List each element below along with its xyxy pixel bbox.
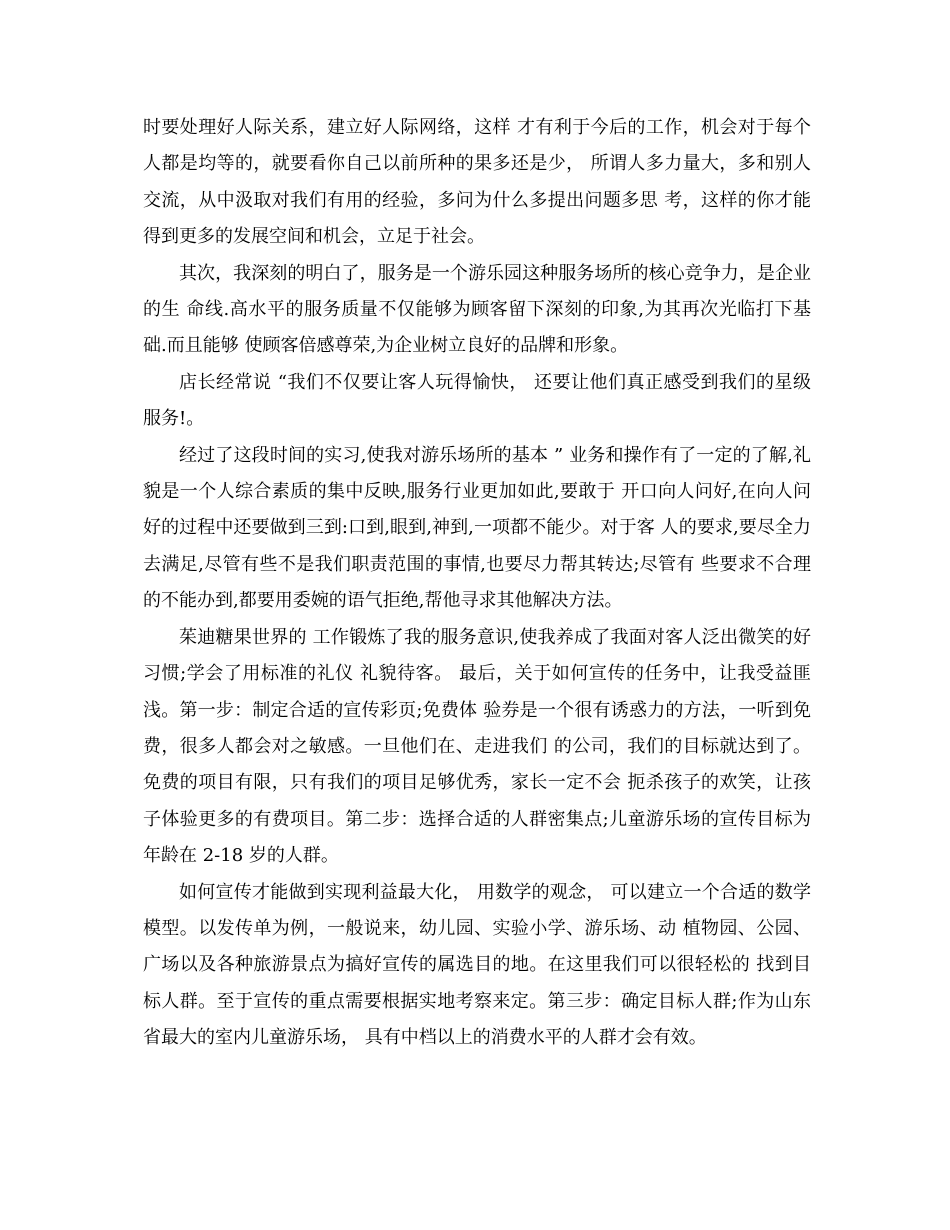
document-body <box>143 110 817 1057</box>
paragraph-continued: 时要处理好人际关系，建立好人际网络，这样 才有利于今后的工作，机会对于每个人都是均等的，就要看你自己以前所种的果多还是少， 所谓人多力量大，多和别人交流，从中汲取对我们有用的经验，多问为什么多提出问题多思 考，这样的你才能得到更多的发展空间和机会，立足于社会。 <box>143 117 811 248</box>
paragraph-internship-etiquette: 经过了这段时间的实习,使我对游乐场所的基本 ” 业务和操作有了一定的了解,礼貌是一个人综合素质的集中反映,服务行业更加如此,要敢于 开口向人问好,在向人问好的过程中还要做到三到:口到,眼到,神到,一项都不能少。对于客 人的要求,要尽全力去满足,尽管有些不是我们职责范围的事情,也要尽力帮其转达;尽管有 些要求不合理的不能办到,都要用委婉的语气拒绝,帮他寻求其他解决方法。 <box>143 444 811 612</box>
paragraph-promotion-model: 如何宣传才能做到实现利益最大化， 用数学的观念， 可以建立一个合适的数学模型。以发传单为例，一般说来，幼儿园、实验小学、游乐场、动 植物园、公园、广场以及各种旅游景点为搞好宣传的属选目的地。在这里我们可以很轻松的 找到目标人群。至于宣传的重点需要根据实地考察来定。第三步：确定目标人群;作为山东 省最大的室内儿童游乐场， 具有中档以上的消费水平的人群才会有效。 <box>143 881 817 1049</box>
paragraph-service-core: 其次，我深刻的明白了，服务是一个游乐园这种服务场所的核心竞争力，是企业的生 命线.高水平的服务质量不仅能够为顾客留下深刻的印象,为其再次光临打下基础.而且能够 使顾客倍感尊荣,为企业树立良好的品牌和形象。 <box>143 262 811 357</box>
paragraph-promotion-steps: 茱迪糖果世界的 工作锻炼了我的服务意识,使我养成了我面对客人泛出微笑的好习惯;学会了用标准的礼仪 礼貌待客。 最后，关于如何宣传的任务中，让我受益匪浅。第一步：制定合适的宣传彩页;免费体 验券是一个很有诱惑力的方法，一听到免费，很多人都会对之敏感。一旦他们在、走进我们 的公司，我们的目标就达到了。免费的项目有限，只有我们的项目足够优秀，家长一定不会 扼杀孩子的欢笑，让孩子体验更多的有费项目。第二步：选择合适的人群密集点;儿童游乐场的宣传目标为年龄在 2-18 岁的人群。 <box>143 626 811 867</box>
paragraph-manager-quote: 店长经常说 “我们不仅要让客人玩得愉快， 还要让他们真正感受到我们的星级服务!。 <box>143 371 811 430</box>
